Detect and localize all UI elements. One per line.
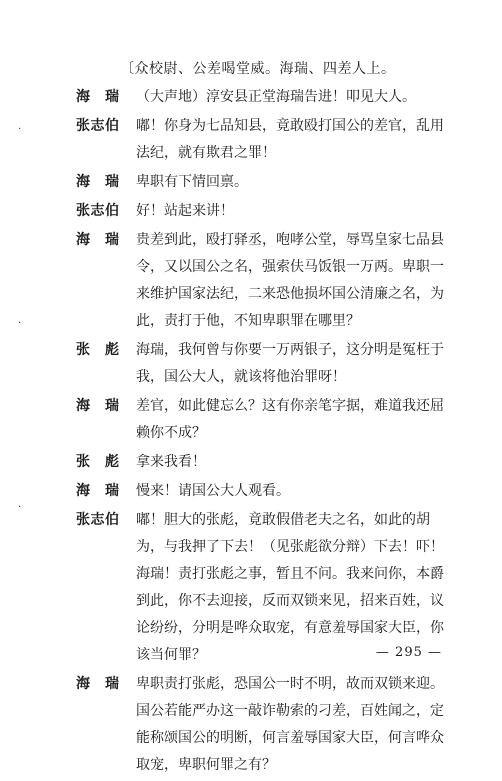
dialogue-line [76,113,452,167]
margin-mark: · [18,124,22,135]
speech-text: 卑职责打张彪，恐国公一时不明，故而双锁来迎。国公若能严办这一敲诈勒索的刁差，百姓闻之，定能称颂国公的明断，何言羞辱国家大臣，何言哗众取宠，卑职何罪之有？ [136,676,444,773]
speaker-name: 海 瑞 [76,483,120,499]
dialogue-line [76,671,452,779]
speech-text: 慢来！请国公大人观看。 [136,483,290,499]
speaker-name: 张志伯 [76,118,120,134]
speaker-name: 张志伯 [76,512,120,528]
speech-text: （大声地）淳安县正堂海瑞告进！叩见大人。 [136,89,416,105]
speaker-name: 张 彪 [76,454,120,470]
dialogue-line [76,84,452,111]
speaker-name: 张志伯 [76,203,120,219]
speaker-name: 张 彪 [76,342,120,358]
dialogue-line [76,478,452,505]
speech-text: 海瑞，我何曾与你要一万两银子，这分明是冤枉于我，国公大人，就该将他治罪呀！ [136,342,444,385]
dialogue-line [76,198,452,225]
speech-text: 卑职有下情回禀。 [136,174,248,190]
speech-text: 嘟！胆大的张彪，竟敢假借老夫之名，如此的胡为，与我押了下去！（见张彪欲分辩）下去！吓！海瑞！责打张彪之事，暂且不问。我来问你，本爵到此，你不去迎接，反而双锁来见，招来百姓，议论纷纷，分明是哗众取宠，有意羞辱国家大臣，你该当何罪？ [136,512,444,663]
speaker-name: 海 瑞 [76,89,120,105]
stage-direction: 〔众校尉、公差喝堂威。海瑞、四差人上。 [120,61,396,77]
margin-mark: · [18,502,22,513]
dialogue-block [76,84,452,781]
speech-text: 嘟！你身为七品知县，竟敢殴打国公的差官，乱用法纪，就有欺君之罪！ [136,118,444,161]
dialogue-line [76,337,452,391]
speaker-name: 海 瑞 [76,232,120,248]
dialogue-line [76,449,452,476]
speech-text: 贵差到此，殴打驿丞，咆哮公堂，辱骂皇家七品县令，又以国公之名，强索伕马饭银一万两。卑职一来维护国家法纪，二来恐他损坏国公清廉之名，为此，责打于他，不知卑职罪在哪里？ [136,232,444,329]
speech-text: 好！站起来讲！ [136,203,234,219]
speech-text: 拿来我看！ [136,454,206,470]
speaker-name: 海 瑞 [76,676,120,692]
page-number: — 295 — [375,645,442,660]
dialogue-line [76,169,452,196]
margin-mark: · [18,318,22,329]
speech-text: 差官，如此健忘么？这有你亲笔字据，难道我还屈赖你不成？ [136,398,444,441]
speaker-name: 海 瑞 [76,174,120,190]
dialogue-line [76,227,452,335]
speaker-name: 海 瑞 [76,398,120,414]
dialogue-line [76,393,452,447]
